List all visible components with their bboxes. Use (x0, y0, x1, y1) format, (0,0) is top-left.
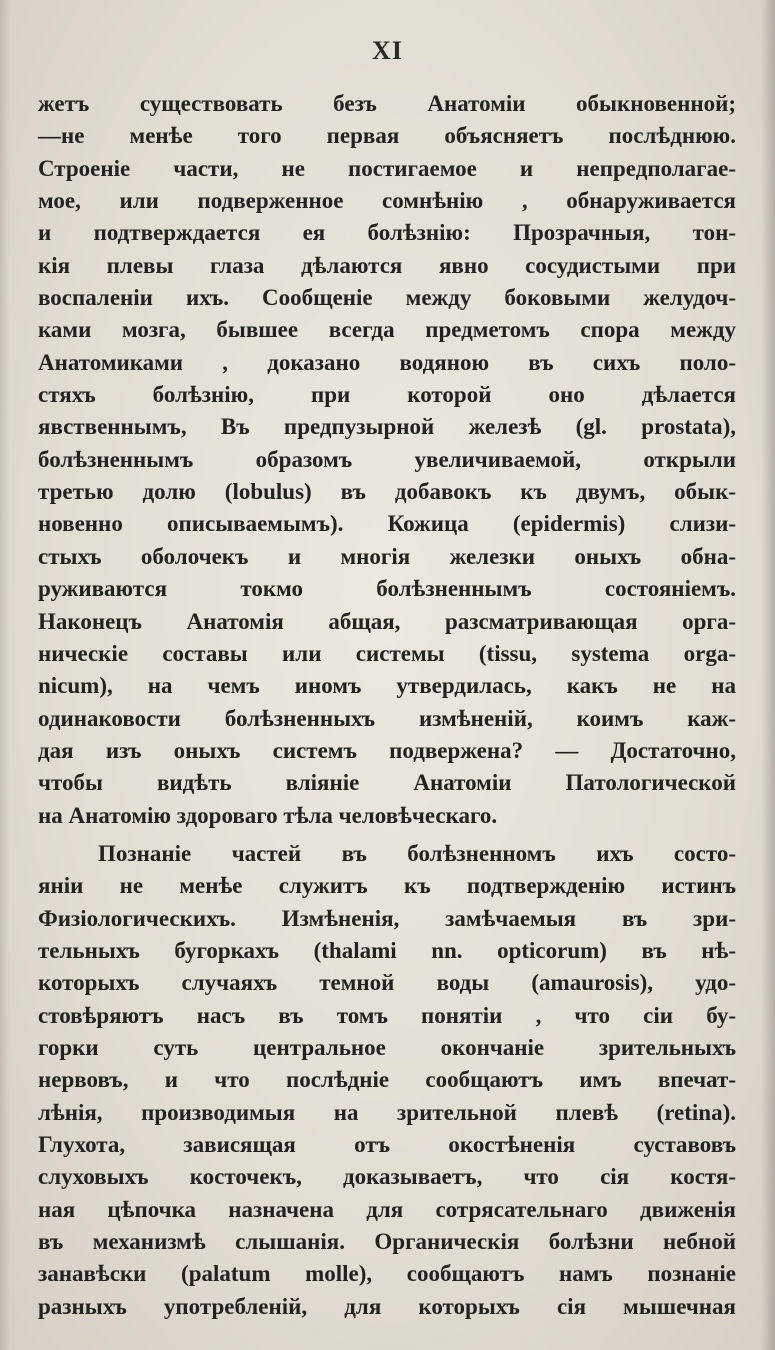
text-line: одинаковости болѣзненныхъ измѣненій, коимъ каж- (38, 705, 736, 731)
text-line: ная цѣпочка назначена для сотрясательнаго движенія (38, 1196, 736, 1222)
text-line: стовѣряютъ насъ въ томъ понятіи , что сіи бу- (38, 1002, 736, 1028)
text-line: Познаніе частей въ болѣзненномъ ихъ состо- (98, 840, 736, 866)
text-line: яніи не менѣе служитъ къ подтвержденію истинъ (38, 873, 736, 899)
text-line: Наконецъ Анатомія абщая, разсматривающая орга- (38, 608, 736, 634)
text-line: жетъ существовать безъ Анатоміи обыкновенной; (38, 91, 736, 116)
page-number: XI (372, 36, 403, 65)
text-line: слуховыхъ косточекъ, доказываетъ, что сія костя- (38, 1164, 736, 1190)
text-line: стыхъ оболочекъ и многія железки оныхъ обна- (38, 543, 736, 569)
page-edge-shadow (761, 0, 775, 1350)
text-line: Анатомиками , доказано водяною въ сихъ поло- (38, 349, 736, 375)
text-line: стяхъ болѣзнію, при которой оно дѣлается (38, 382, 736, 408)
text-line: явственнымъ, Въ предпузырной железѣ (gl. prostata), (38, 414, 736, 440)
text-line: ками мозга, бывшее всегда предметомъ спора между (38, 317, 736, 343)
text-line: которыхъ случаяхъ темной воды (amaurosis), удо- (38, 970, 736, 996)
text-line: и подтверждается ея болѣзнію: Прозрачныя, тон- (38, 220, 736, 246)
text-line: горки суть центральное окончаніе зрительныхъ (38, 1034, 736, 1060)
text-line: разныхъ употребленій, для которыхъ сія мышечная (38, 1293, 736, 1319)
text-line: новенно описываемымъ). Кожица (epidermis) слизи- (38, 511, 736, 537)
paragraph-1 (38, 88, 736, 832)
text-line: лѣнія, производимыя на зрительной плевѣ (retina). (38, 1099, 736, 1125)
text-line: дая изъ оныхъ системъ подвержена? — Достаточно, (38, 737, 736, 763)
text-line: болѣзненнымъ образомъ увеличиваемой, открыли (38, 446, 736, 472)
text-line: кія плевы глаза дѣлаются явно сосудистыми при (38, 252, 736, 278)
text-line: руживаются токмо болѣзненнымъ состояніемъ. (38, 576, 736, 602)
text-line: чтобы видѣть вліяніе Анатоміи Патологической (38, 770, 736, 796)
text-line: Глухота, зависящая отъ окостѣненія суставовъ (38, 1132, 736, 1157)
text-line: тельныхъ бугоркахъ (thalami nn. opticorum) въ нѣ- (38, 937, 736, 963)
text-line: въ механизмѣ слышанія. Органическія болѣзни небной (38, 1229, 736, 1255)
text-line: ническіе составы или системы (tissu, systema orga- (38, 640, 736, 666)
text-line: —не менѣе того первая объясняетъ послѣднюю. (38, 123, 736, 149)
text-line: третью долю (lobulus) въ добавокъ къ двумъ, обык- (38, 479, 736, 505)
text-line: nicum), на чемъ иномъ утвердилась, какъ не на (38, 673, 736, 699)
text-line: занавѣски (palatum molle), сообщаютъ намъ познаніе (38, 1261, 736, 1287)
paragraph-2 (38, 838, 736, 1323)
body-text (38, 88, 736, 1323)
text-line: нервовъ, и что послѣдніе сообщаютъ имъ впечат- (38, 1067, 736, 1093)
text-line: на Анатомію здороваго тѣла человѣческаго. (38, 802, 498, 828)
text-line: Физіологическихъ. Измѣненія, замѣчаемыя въ зри- (38, 905, 736, 931)
text-line: мое, или подверженное сомнѣнію , обнаруживается (38, 188, 736, 214)
page-gutter-shadow (0, 0, 10, 1350)
text-line: воспаленіи ихъ. Сообщеніе между боковыми желудоч- (38, 285, 736, 311)
text-line: Строеніе части, не постигаемое и непредполагае- (38, 155, 736, 181)
